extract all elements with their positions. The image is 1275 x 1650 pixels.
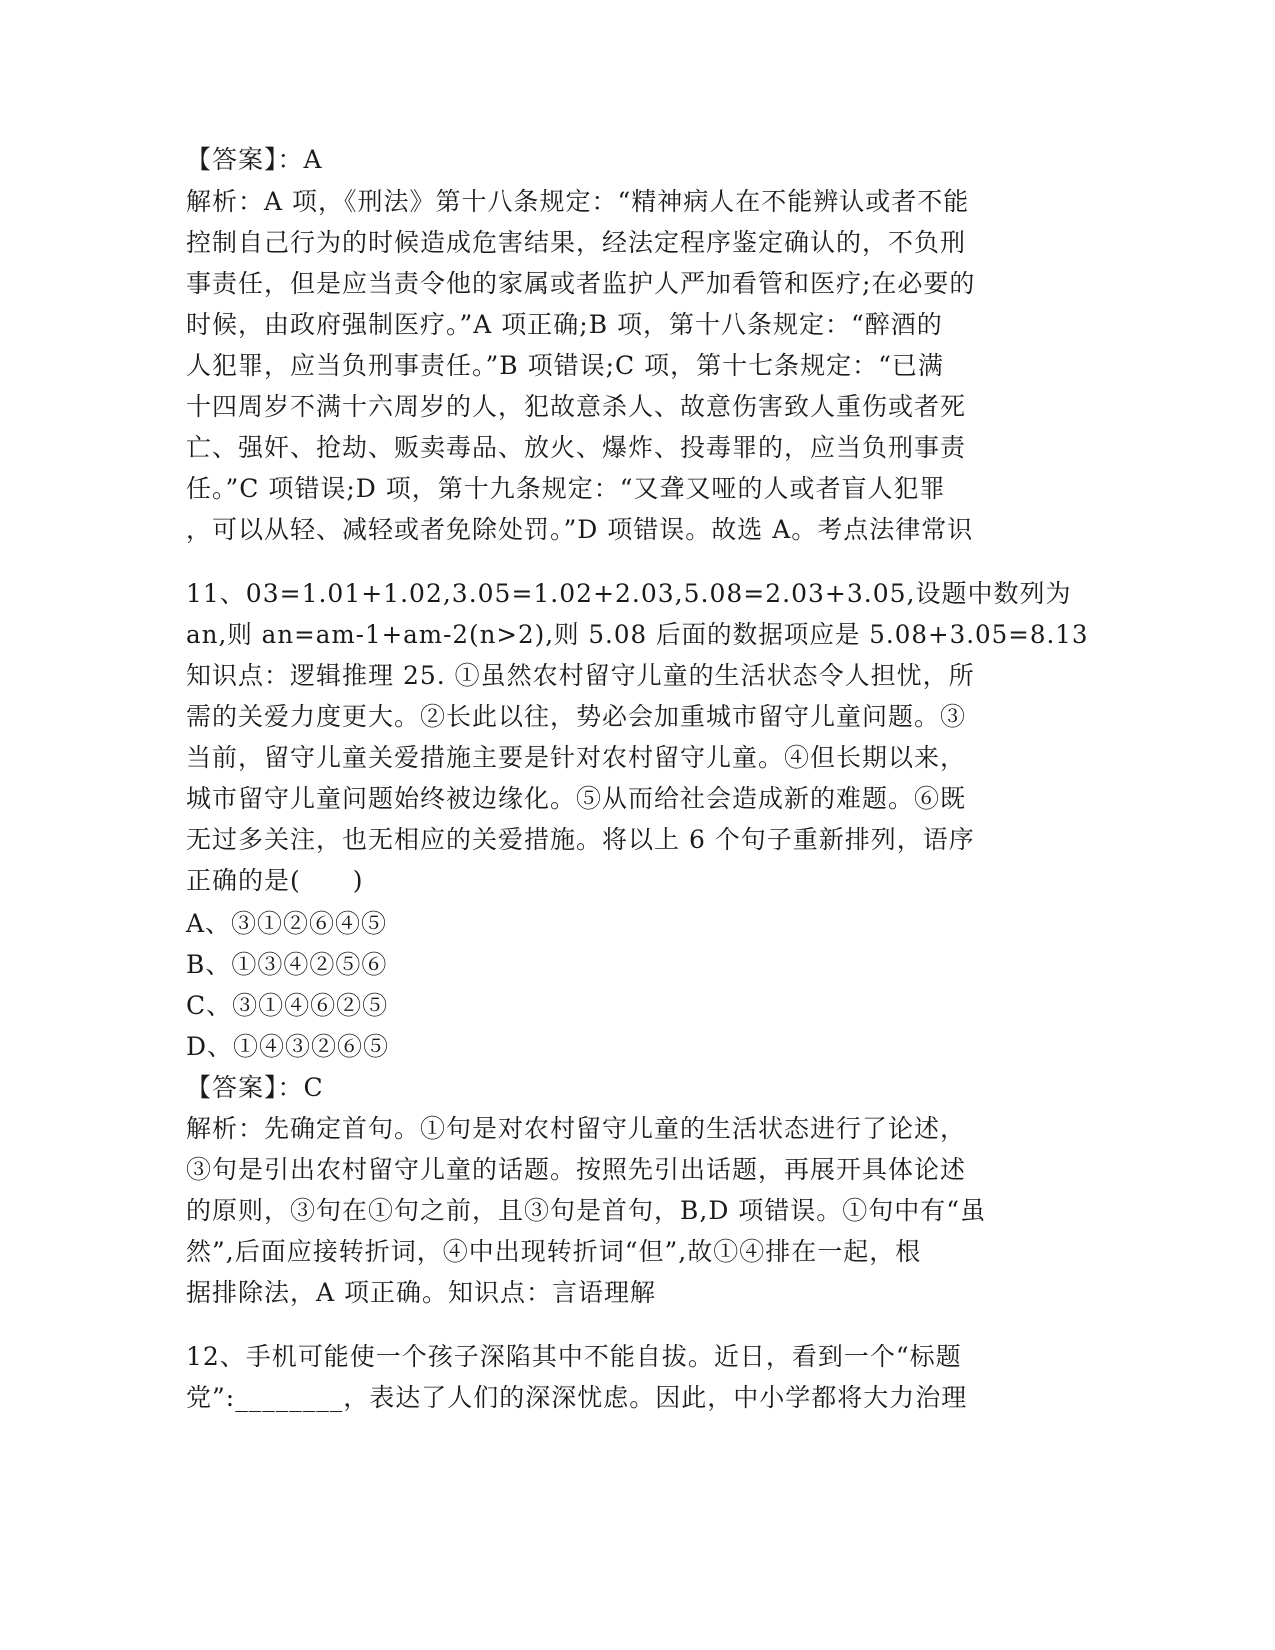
option-b: B、①③④②⑤⑥ xyxy=(186,950,388,979)
explanation-line: ③句是引出农村留守儿童的话题。按照先引出话题，再展开具体论述 xyxy=(186,1155,967,1184)
explanation-line: 事责任，但是应当责令他的家属或者监护人严加看管和医疗;在必要的 xyxy=(186,269,976,298)
explanation-line: 十四周岁不满十六周岁的人，犯故意杀人、故意伤害致人重伤或者死 xyxy=(186,392,967,421)
explanation-line: 解析：先确定首句。①句是对农村留守儿童的生活状态进行了论述， xyxy=(186,1114,967,1143)
question-line: 12、手机可能使一个孩子深陷其中不能自拔。近日，看到一个“标题 xyxy=(186,1342,962,1371)
question-line: 知识点：逻辑推理 25. ①虽然农村留守儿童的生活状态令人担忧，所 xyxy=(186,661,975,690)
question-line: 当前，留守儿童关爱措施主要是针对农村留守儿童。④但长期以来， xyxy=(186,743,967,772)
question-line: 需的关爱力度更大。②长此以往，势必会加重城市留守儿童问题。③ xyxy=(186,702,967,731)
question-line: an,则 an=am-1+am-2(n>2),则 5.08 后面的数据项应是 5.08+3.05=8.13 xyxy=(186,620,1089,649)
explanation-line: 解析：A 项，《刑法》第十八条规定：“精神病人在不能辨认或者不能 xyxy=(186,187,970,216)
explanation-line: 亡、强奸、抢劫、贩卖毒品、放火、爆炸、投毒罪的，应当负刑事责 xyxy=(186,433,967,462)
explanation-line: 据排除法，A 项正确。知识点：言语理解 xyxy=(186,1278,657,1307)
question-line: 正确的是( ) xyxy=(186,866,364,895)
question-line: 党”:________，表达了人们的深深忧虑。因此，中小学都将大力治理 xyxy=(186,1383,968,1412)
explanation-line: 时候，由政府强制医疗。”A 项正确;B 项，第十八条规定：“醉酒的 xyxy=(186,310,943,339)
question-line: 无过多关注，也无相应的关爱措施。将以上 6 个句子重新排列，语序 xyxy=(186,825,975,854)
answer-label: 【答案】：C xyxy=(186,1073,324,1102)
question-line: 11、03=1.01+1.02,3.05=1.02+2.03,5.08=2.03+3.05,设题中数列为 xyxy=(186,579,1072,608)
explanation-line: 人犯罪，应当负刑事责任。”B 项错误;C 项，第十七条规定：“已满 xyxy=(186,351,944,380)
option-a: A、③①②⑥④⑤ xyxy=(186,909,388,938)
explanation-line: 控制自己行为的时候造成危害结果，经法定程序鉴定确认的，不负刑 xyxy=(186,228,967,257)
answer-label: 【答案】：A xyxy=(186,145,323,174)
question-line: 城市留守儿童问题始终被边缘化。⑤从而给社会造成新的难题。⑥既 xyxy=(186,784,967,813)
explanation-line: 的原则，③句在①句之前，且③句是首句，B,D 项错误。①句中有“虽 xyxy=(186,1196,987,1225)
explanation-line: 任。”C 项错误;D 项，第十九条规定：“又聋又哑的人或者盲人犯罪 xyxy=(186,474,946,503)
explanation-line: 然”,后面应接转折词，④中出现转折词“但”,故①④排在一起，根 xyxy=(186,1237,922,1266)
option-c: C、③①④⑥②⑤ xyxy=(186,991,389,1020)
option-d: D、①④③②⑥⑤ xyxy=(186,1032,390,1061)
explanation-line: ，可以从轻、减轻或者免除处罚。”D 项错误。故选 A。考点法律常识 xyxy=(186,515,974,544)
